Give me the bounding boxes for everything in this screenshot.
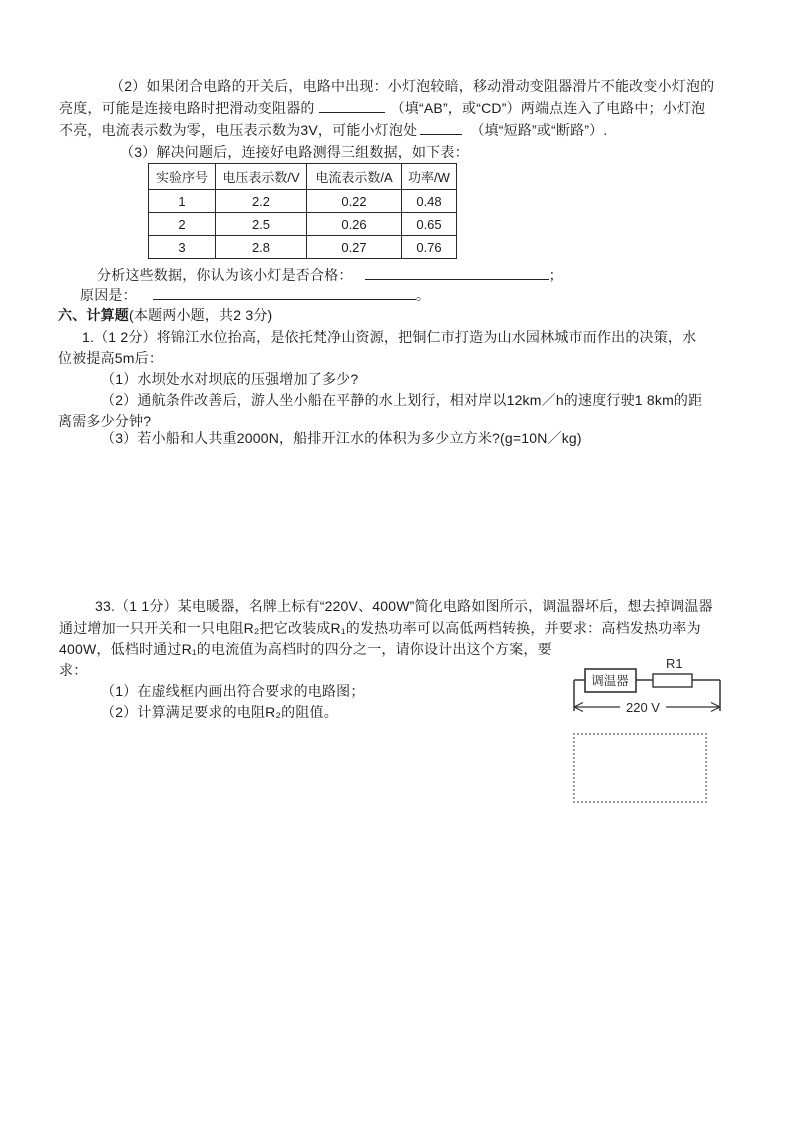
- cell-current-1: 0.22: [307, 190, 402, 213]
- problem33-line2: 通过增加一只开关和一只电阻R₂把它改装成R₁的发热功率可以高低两档转换，并要求：高档发热功率为: [59, 620, 701, 636]
- reason-suffix: 。: [415, 287, 431, 303]
- q32-part2-line2-text-a: 亮度，可能是连接电路时把滑动变阻器的: [59, 100, 315, 116]
- problem1-part3: （3）若小船和人共重2000N，船排开江水的体积为多少立方米?(g=10N／kg): [101, 430, 582, 446]
- problem1-part2-line2: 离需多少分钟?: [58, 413, 152, 429]
- problem1-line1: 1.（1 2分）将锦江水位抬高，是依托梵净山资源，把铜仁市打造为山水园林城市而作出的决策，水: [82, 329, 697, 345]
- q32-part2-line3-text-b: （填“短路”或“断路”）.: [470, 122, 608, 138]
- problem1-line2: 位被提高5m后：: [58, 350, 164, 366]
- table-row: [149, 236, 457, 259]
- cell-power-2: 0.65: [402, 213, 457, 236]
- cell-trial-3: 3: [149, 236, 216, 259]
- section6-heading-note: (本题两小题，共2 3分): [129, 307, 273, 323]
- answer-dashed-box: [573, 733, 707, 803]
- fill-in-blank-slider-terminals: [319, 99, 385, 113]
- problem33-part2: （2）计算满足要求的电阻R₂的阻值。: [101, 704, 338, 720]
- column-header-trial: 实验序号: [149, 164, 216, 190]
- fill-in-blank-analysis: [365, 266, 549, 280]
- problem33-line3: 400W，低档时通过R₁的电流值为高档时的四分之一，请你设计出这个方案，要: [59, 641, 552, 657]
- column-header-current: 电流表示数/A: [307, 164, 402, 190]
- circuit-diagram: [562, 648, 737, 726]
- problem33-line4: 求：: [59, 662, 88, 678]
- analysis-suffix: ；: [548, 267, 563, 283]
- fill-in-blank-reason: [153, 286, 416, 300]
- cell-trial-2: 2: [149, 213, 216, 236]
- resistor-r1-label: R1: [666, 656, 683, 671]
- cell-voltage-1: 2.2: [216, 190, 307, 213]
- cell-power-3: 0.76: [402, 236, 457, 259]
- table-row: [149, 213, 457, 236]
- resistor-r1-symbol: [653, 674, 692, 687]
- problem33-part1: （1）在虚线框内画出符合要求的电路图；: [101, 683, 365, 699]
- regulator-label: 调温器: [591, 674, 629, 688]
- problem1-part1: （1）水坝处水对坝底的压强增加了多少?: [101, 371, 359, 387]
- q32-part3-intro: （3）解决问题后，连接好电路测得三组数据，如下表：: [120, 144, 469, 160]
- cell-current-3: 0.27: [307, 236, 402, 259]
- cell-current-2: 0.26: [307, 213, 402, 236]
- cell-voltage-2: 2.5: [216, 213, 307, 236]
- table-header-row: [149, 164, 457, 190]
- reason-prompt: 原因是：: [80, 287, 137, 303]
- cell-power-1: 0.48: [402, 190, 457, 213]
- q32-part2-line3: [59, 121, 607, 139]
- fill-in-blank-circuit-fault: [420, 121, 462, 135]
- problem33-line1: 33.（1 1分）某电暖器，名牌上标有“220V、400W”简化电路如图所示，调温器坏后，想去掉调温器: [95, 598, 713, 614]
- analysis-prompt: 分析这些数据，你认为该小灯是否合格：: [97, 267, 353, 283]
- voltage-label: 220 V: [626, 700, 660, 715]
- section6-heading-title: 六、计算题: [58, 307, 129, 323]
- q32-part2-line3-text-a: 不亮，电流表示数为零，电压表示数为3V，可能小灯泡处: [59, 122, 418, 138]
- table-row: [149, 190, 457, 213]
- column-header-power: 功率/W: [402, 164, 457, 190]
- analysis-line: [97, 266, 563, 284]
- problem1-part2-line1: （2）通航条件改善后，游人坐小船在平静的水上划行，相对岸以12km／h的速度行驶1 8km的距: [101, 392, 703, 408]
- column-header-voltage: 电压表示数/V: [216, 164, 307, 190]
- reason-line: [80, 286, 430, 304]
- cell-trial-1: 1: [149, 190, 216, 213]
- q32-part2-line2-text-b: （填“AB”，或“CD”）两端点连入了电路中；小灯泡: [390, 100, 706, 116]
- cell-voltage-3: 2.8: [216, 236, 307, 259]
- q32-part2-line1: （2）如果闭合电路的开关后，电路中出现：小灯泡较暗，移动滑动变阻器滑片不能改变小灯泡的: [110, 78, 715, 94]
- q32-part2-line2: [59, 99, 705, 117]
- experiment-data-table: [148, 163, 457, 259]
- section6-heading: [58, 306, 272, 324]
